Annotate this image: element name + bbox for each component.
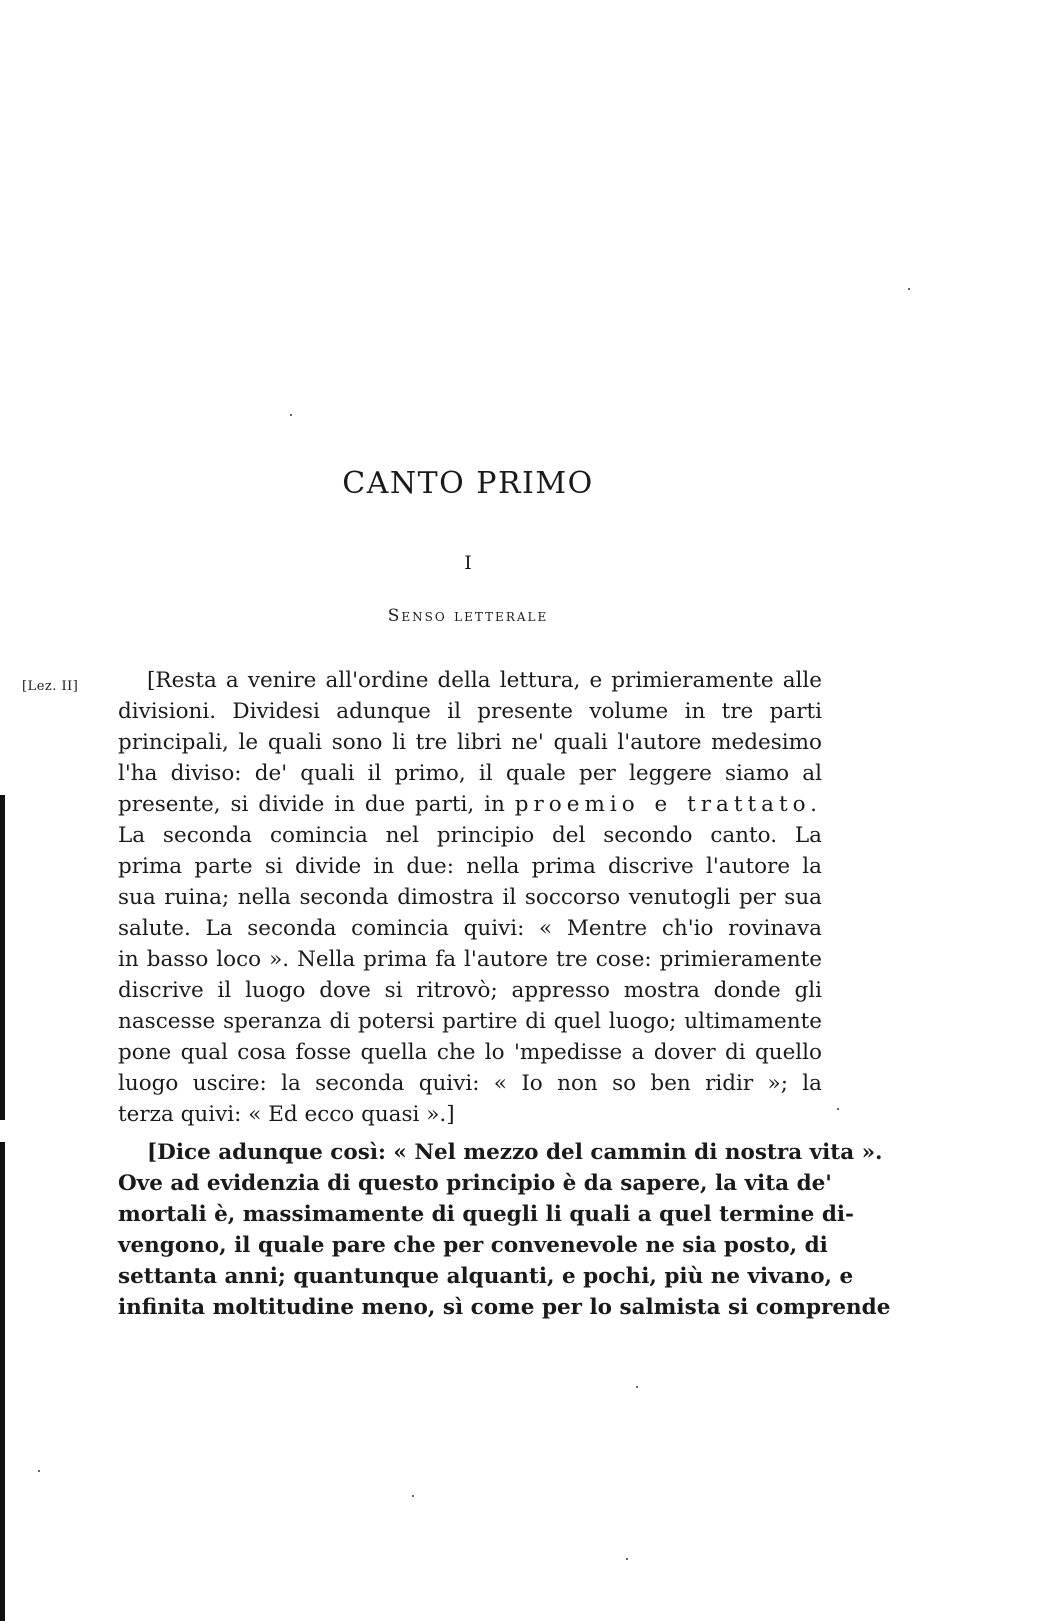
text-line: [Resta a venire all'ordine della lettura, e primieramente alle [147, 668, 822, 693]
text-line: prima parte si divide in due: nella prima discrive l'autore la [118, 854, 822, 879]
scan-speck [412, 1495, 414, 1497]
text-line: principali, le quali sono li tre libri ne' quali l'autore medesimo [118, 730, 822, 755]
text-line: La seconda comincia nel principio del secondo canto. La [118, 823, 822, 848]
emphasized-phrase: proemio e trattato. [514, 792, 822, 817]
text-line-part: presente, si divide in due parti, in [118, 792, 505, 817]
text-line: sua ruina; nella seconda dimostra il soccorso venutogli per sua [118, 885, 822, 910]
text-line: vengono, il quale pare che per convenevole ne sia posto, di [118, 1233, 828, 1258]
text-line: in basso loco ». Nella prima fa l'autore tre cose: primieramente [118, 947, 822, 972]
text-line: infinita moltitudine meno, sì come per lo salmista si comprende [118, 1295, 891, 1320]
text-line: Ove ad evidenzia di questo principio è da sapere, la vita de' [118, 1171, 832, 1196]
text-line: salute. La seconda comincia quivi: « Mentre ch'io rovinava [118, 916, 822, 941]
text-line: pone qual cosa fosse quella che lo 'mpedisse a dover di quello [118, 1040, 822, 1065]
text-line: discrive il luogo dove si ritrovò; appresso mostra donde gli [118, 978, 822, 1003]
text-line: nascesse speranza di potersi partire di quel luogo; ultimamente [118, 1009, 822, 1034]
text-line: luogo uscire: la seconda quivi: « Io non so ben ridir »; la [118, 1071, 822, 1096]
text-line: settanta anni; quantunque alquanti, e pochi, più ne vivano, e [118, 1264, 854, 1289]
lecture-margin-note: [Lez. II] [22, 679, 79, 694]
scan-speck [636, 1386, 638, 1388]
scan-speck [38, 1470, 40, 1472]
text-line: l'ha diviso: de' quali il primo, il quale per leggere siamo al [118, 761, 822, 786]
scan-speck [908, 288, 910, 290]
section-title: Senso letterale [387, 606, 549, 626]
text-line: divisioni. Dividesi adunque il presente volume in tre parti [118, 699, 822, 724]
text-line-mixed [118, 789, 822, 821]
canto-title: CANTO PRIMO [342, 466, 594, 501]
scan-speck [837, 1108, 839, 1110]
section-number: I [464, 552, 472, 574]
scan-border-gap [0, 1120, 5, 1142]
text-line: terza quivi: « Ed ecco quasi ».] [118, 1102, 455, 1127]
scan-speck [290, 414, 292, 416]
text-line: [Dice adunque così: « Nel mezzo del cammin di nostra vita ». [147, 1140, 883, 1165]
scan-speck [626, 1558, 628, 1560]
scan-border [0, 795, 5, 1621]
text-line: mortali è, massimamente di quegli li quali a quel termine di- [118, 1202, 854, 1227]
